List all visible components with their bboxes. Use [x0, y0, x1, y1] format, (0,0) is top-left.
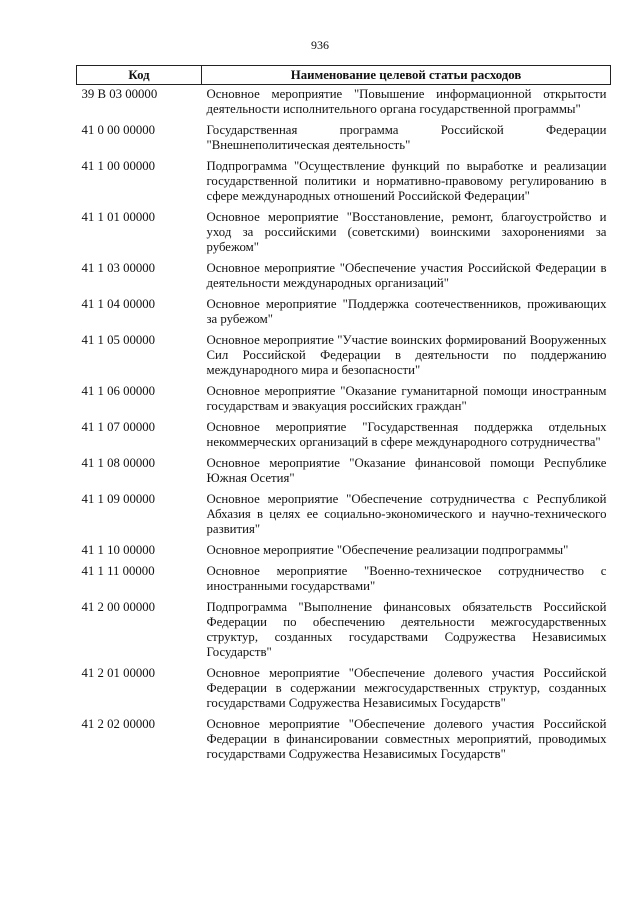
table-header-row [77, 66, 611, 85]
row-code: 41 1 11 00000 [81, 564, 155, 578]
row-name: Основное мероприятие "Участие воинских формирований Вооруженных Сил Российской Федерации в деятельности по поддержанию международного мира и безопасности" [206, 333, 607, 377]
table-header [77, 66, 611, 85]
table-row [77, 121, 611, 157]
table-row [77, 418, 611, 454]
row-code: 39 В 03 00000 [81, 87, 158, 101]
row-code: 41 1 04 00000 [81, 297, 156, 311]
row-code: 41 1 08 00000 [81, 456, 156, 470]
row-name: Основное мероприятие "Поддержка соотечественников, проживающих за рубежом" [206, 297, 607, 326]
table-row [77, 715, 611, 766]
row-code: 41 0 00 00000 [81, 123, 156, 137]
row-code: 41 1 03 00000 [81, 261, 156, 275]
table-row [77, 85, 611, 122]
row-name: Подпрограмма "Осуществление функций по выработке и реализации государственной политики и нормативно-правовому регулированию в сфере международных отношений Российской Федерации" [206, 159, 607, 203]
row-name: Основное мероприятие "Оказание гуманитарной помощи иностранным государствам и эвакуация российских граждан" [206, 384, 607, 413]
table-row [77, 382, 611, 418]
row-name: Основное мероприятие "Восстановление, ремонт, благоустройство и уход за российскими (советскими) воинскими захоронениями за рубежом" [206, 210, 607, 254]
row-code: 41 1 05 00000 [81, 333, 156, 347]
row-code: 41 1 10 00000 [81, 543, 156, 557]
row-code: 41 1 07 00000 [81, 420, 156, 434]
code-column-header: Код [77, 66, 202, 85]
table-body [77, 85, 611, 767]
row-code: 41 1 06 00000 [81, 384, 156, 398]
row-name: Основное мероприятие "Обеспечение долевого участия Российской Федерации в финансировании совместных мероприятий, проводимых государствами Содружества Независимых Государств" [206, 717, 607, 761]
row-name: Основное мероприятие "Обеспечение участия Российской Федерации в деятельности международных организаций" [206, 261, 607, 290]
row-name: Основное мероприятие "Оказание финансовой помощи Республике Южная Осетия" [206, 456, 607, 485]
row-name: Государственная программа Российской Федерации "Внешнеполитическая деятельность" [206, 123, 607, 152]
table-row [77, 490, 611, 541]
row-name: Основное мероприятие "Обеспечение реализации подпрограммы" [206, 543, 569, 557]
table-row [77, 295, 611, 331]
table-row [77, 562, 611, 598]
page-number: 936 [311, 38, 329, 52]
table-row [77, 208, 611, 259]
row-name: Основное мероприятие "Обеспечение долевого участия Российской Федерации в содержании межгосударственных структур, созданных государствами Содружества Независимых Государств" [206, 666, 607, 710]
row-code: 41 1 00 00000 [81, 159, 156, 173]
table-row [77, 664, 611, 715]
row-code: 41 1 01 00000 [81, 210, 156, 224]
row-name: Основное мероприятие "Обеспечение сотрудничества с Республикой Абхазия в целях ее социально-экономического и научно-технического развития" [206, 492, 607, 536]
row-name: Основное мероприятие "Повышение информационной открытости деятельности исполнительного органа государственной программы" [206, 87, 607, 116]
budget-codes-table [76, 65, 611, 766]
row-code: 41 1 09 00000 [81, 492, 156, 506]
row-name: Основное мероприятие "Военно-техническое сотрудничество с иностранными государствами" [206, 564, 607, 593]
row-name: Основное мероприятие "Государственная поддержка отдельных некоммерческих организаций в сфере международного сотрудничества" [206, 420, 607, 449]
row-code: 41 2 00 00000 [81, 600, 156, 614]
row-code: 41 2 01 00000 [81, 666, 156, 680]
name-column-header: Наименование целевой статьи расходов [202, 66, 611, 85]
table-row [77, 598, 611, 664]
table-row [77, 541, 611, 562]
table-row [77, 259, 611, 295]
table-row [77, 454, 611, 490]
table-row [77, 331, 611, 382]
table-row [77, 157, 611, 208]
row-name: Подпрограмма "Выполнение финансовых обязательств Российской Федерации по обеспечению деятельности межгосударственных структур, созданных государствами Содружества Независимых Государств" [206, 600, 607, 659]
row-code: 41 2 02 00000 [81, 717, 156, 731]
